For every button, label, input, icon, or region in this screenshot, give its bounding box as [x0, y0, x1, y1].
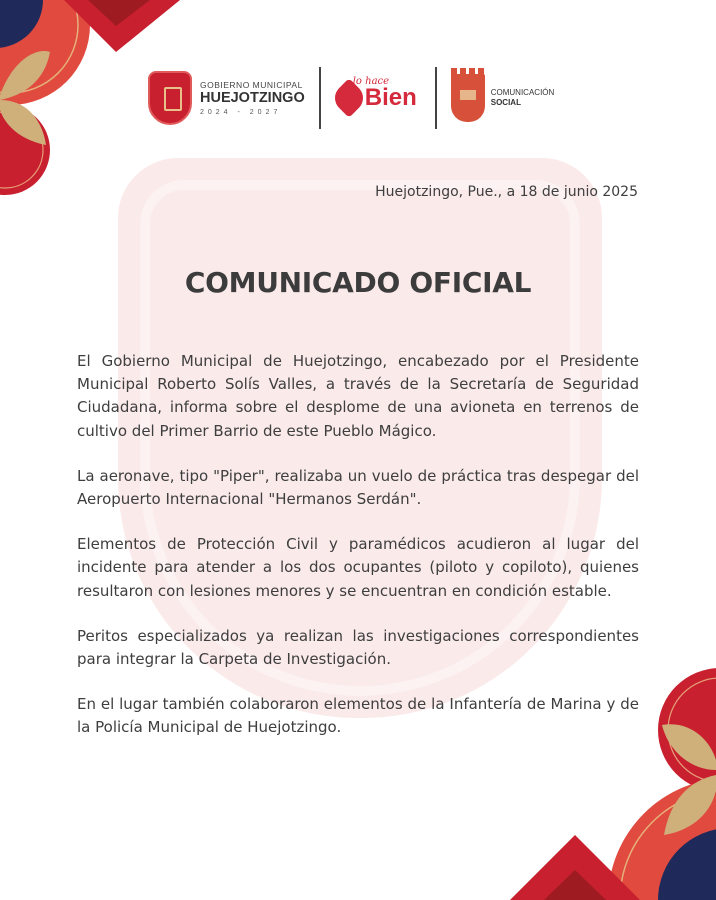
paragraph: El Gobierno Municipal de Huejotzingo, encabezado por el Presidente Municipal Roberto Solís Valles, a través de la Secretaría de Seguridad Ciudadana, informa sobre el desplome de una avioneta en terrenos de cultivo del Primer Barrio de este Pueblo Mágico.	[77, 352, 639, 440]
municipal-shield-icon	[148, 71, 192, 125]
paragraph: En el lugar también colaboraron elementos de la Infantería de Marina y de la Policía Municipal de Huejotzingo.	[77, 695, 639, 737]
slogan-small: lo hace	[352, 76, 390, 87]
header-divider	[435, 67, 437, 129]
logo-gobierno-municipal	[148, 71, 305, 125]
slogan-big: Bien	[364, 84, 417, 111]
tower-flag-icon	[451, 74, 485, 122]
date-line: Huejotzingo, Pue., a 18 de junio 2025	[375, 184, 638, 200]
page-title: COMUNICADO OFICIAL	[184, 266, 532, 299]
paragraph: Peritos especializados ya realizan las investigaciones correspondientes para integrar la Carpeta de Investigación.	[77, 626, 639, 669]
document-body	[77, 350, 639, 762]
header-logos	[148, 66, 578, 130]
logo-government-name: HUEJOTZINGO	[200, 90, 305, 106]
paragraph: La aeronave, tipo "Piper", realizaba un vuelo de práctica tras despegar del Aeropuerto Internacional "Hermanos Serdán".	[77, 466, 639, 509]
logo-communication-line1: COMUNICACIÓN	[490, 88, 555, 97]
logo-communication-line2: SOCIAL	[490, 98, 521, 107]
logo-lo-hace-bien	[335, 78, 421, 118]
logo-comunicacion-social	[451, 74, 555, 122]
header-divider	[319, 67, 321, 129]
logo-government-years: 2024 - 2027	[200, 108, 282, 116]
logo-government-line1: GOBIERNO MUNICIPAL	[200, 79, 303, 90]
paragraph: Elementos de Protección Civil y paramédicos acudieron al lugar del incidente para atender a los dos ocupantes (piloto y copiloto), quienes resultaron con lesiones menores y se encuentran en condición estable.	[77, 535, 639, 600]
